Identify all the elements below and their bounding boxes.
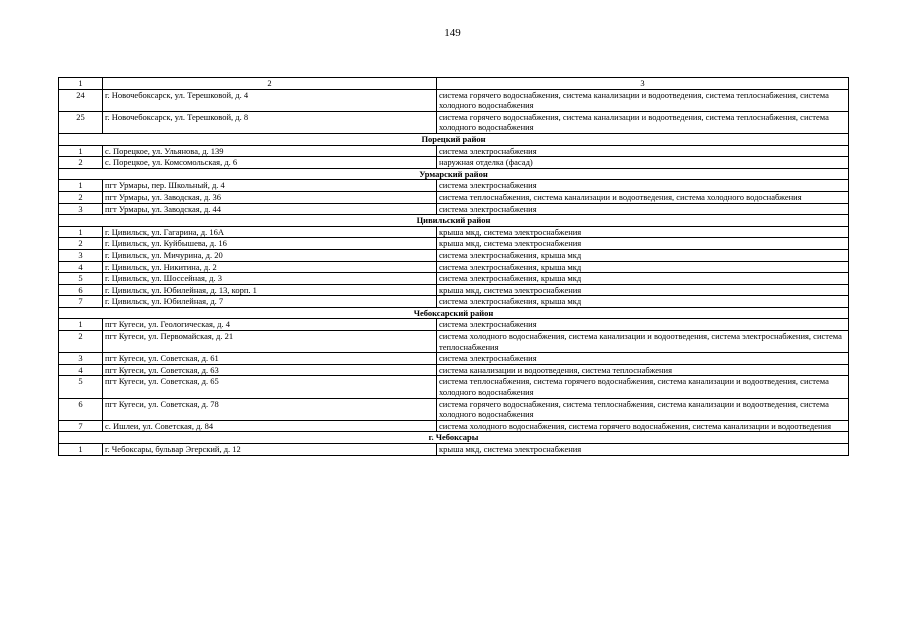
district-heading: г. Чебоксары xyxy=(59,432,849,444)
repair-works: система электроснабжения xyxy=(437,145,849,157)
repair-works: система горячего водоснабжения, система канализации и водоотведения, система теплоснабжения, система холодного водоснабжения xyxy=(437,111,849,133)
repair-works: система теплоснабжения, система канализации и водоотведения, система холодного водоснабжения xyxy=(437,191,849,203)
building-address: пгт Кугеси, ул. Советская, д. 61 xyxy=(103,353,437,365)
row-number: 5 xyxy=(59,376,103,398)
table-row xyxy=(59,89,849,111)
repair-works: система холодного водоснабжения, система горячего водоснабжения, система канализации и водоотведения xyxy=(437,420,849,432)
building-address: пгт Кугеси, ул. Первомайская, д. 21 xyxy=(103,331,437,353)
row-number: 1 xyxy=(59,444,103,456)
row-number: 2 xyxy=(59,238,103,250)
building-address: с. Порецкое, ул. Ульянова, д. 139 xyxy=(103,145,437,157)
repair-works: крыша мкд, система электроснабжения xyxy=(437,238,849,250)
building-address: г. Новочебоксарск, ул. Терешковой, д. 8 xyxy=(103,111,437,133)
row-number: 24 xyxy=(59,89,103,111)
row-number: 7 xyxy=(59,296,103,308)
building-address: с. Ишлеи, ул. Советская, д. 84 xyxy=(103,420,437,432)
row-number: 6 xyxy=(59,398,103,420)
row-number: 3 xyxy=(59,249,103,261)
district-heading-row xyxy=(59,133,849,145)
column-number-row xyxy=(59,78,849,90)
repair-works: система электроснабжения xyxy=(437,203,849,215)
repair-works: крыша мкд, система электроснабжения xyxy=(437,226,849,238)
repair-works: система электроснабжения xyxy=(437,180,849,192)
building-address: пгт Кугеси, ул. Советская, д. 63 xyxy=(103,364,437,376)
building-address: г. Чебоксары, бульвар Эгерский, д. 12 xyxy=(103,444,437,456)
row-number: 5 xyxy=(59,273,103,285)
row-number: 2 xyxy=(59,331,103,353)
repair-works: система электроснабжения xyxy=(437,319,849,331)
table-row xyxy=(59,296,849,308)
table-row xyxy=(59,364,849,376)
building-address: пгт Урмары, пер. Школьный, д. 4 xyxy=(103,180,437,192)
district-heading: Урмарский район xyxy=(59,168,849,180)
building-address: пгт Кугеси, ул. Советская, д. 78 xyxy=(103,398,437,420)
column-number: 1 xyxy=(59,78,103,90)
repair-works: система электроснабжения, крыша мкд xyxy=(437,296,849,308)
row-number: 3 xyxy=(59,353,103,365)
row-number: 25 xyxy=(59,111,103,133)
district-heading-row xyxy=(59,168,849,180)
row-number: 2 xyxy=(59,191,103,203)
table-row xyxy=(59,261,849,273)
building-address: г. Новочебоксарск, ул. Терешковой, д. 4 xyxy=(103,89,437,111)
building-address: г. Цивильск, ул. Мичурина, д. 20 xyxy=(103,249,437,261)
row-number: 3 xyxy=(59,203,103,215)
building-address: г. Цивильск, ул. Гагарина, д. 16А xyxy=(103,226,437,238)
row-number: 1 xyxy=(59,145,103,157)
district-heading-row xyxy=(59,215,849,227)
table-row xyxy=(59,273,849,285)
row-number: 4 xyxy=(59,261,103,273)
row-number: 1 xyxy=(59,180,103,192)
table-row xyxy=(59,353,849,365)
page-number: 149 xyxy=(444,27,461,39)
repair-works: крыша мкд, система электроснабжения xyxy=(437,444,849,456)
repair-works: система электроснабжения, крыша мкд xyxy=(437,273,849,285)
row-number: 2 xyxy=(59,157,103,169)
table-row xyxy=(59,180,849,192)
district-heading: Цивильский район xyxy=(59,215,849,227)
table-row xyxy=(59,376,849,398)
building-address: с. Порецкое, ул. Комсомольская, д. 6 xyxy=(103,157,437,169)
repair-works: система электроснабжения, крыша мкд xyxy=(437,249,849,261)
table-row xyxy=(59,191,849,203)
row-number: 1 xyxy=(59,226,103,238)
table-row xyxy=(59,249,849,261)
row-number: 6 xyxy=(59,284,103,296)
district-heading-row xyxy=(59,307,849,319)
table-row xyxy=(59,331,849,353)
district-heading: Чебоксарский район xyxy=(59,307,849,319)
building-address: г. Цивильск, ул. Никитина, д. 2 xyxy=(103,261,437,273)
table-row xyxy=(59,203,849,215)
repair-works: система канализации и водоотведения, система теплоснабжения xyxy=(437,364,849,376)
building-address: г. Цивильск, ул. Юбилейная, д. 7 xyxy=(103,296,437,308)
row-number: 7 xyxy=(59,420,103,432)
district-heading-row xyxy=(59,432,849,444)
repair-works: система холодного водоснабжения, система канализации и водоотведения, система электроснабжения, система теплоснабжения xyxy=(437,331,849,353)
building-address: пгт Урмары, ул. Заводская, д. 36 xyxy=(103,191,437,203)
table-row xyxy=(59,284,849,296)
table-row xyxy=(59,145,849,157)
table-row xyxy=(59,238,849,250)
repair-works: система горячего водоснабжения, система теплоснабжения, система канализации и водоотведения, система холодного водоснабжения xyxy=(437,398,849,420)
repair-works: крыша мкд, система электроснабжения xyxy=(437,284,849,296)
building-address: г. Цивильск, ул. Шоссейная, д. 3 xyxy=(103,273,437,285)
registry-table xyxy=(58,77,849,456)
column-number: 3 xyxy=(437,78,849,90)
building-address: г. Цивильск, ул. Юбилейная, д. 13, корп. 1 xyxy=(103,284,437,296)
table-row xyxy=(59,111,849,133)
building-address: пгт Кугеси, ул. Советская, д. 65 xyxy=(103,376,437,398)
repair-works: система электроснабжения, крыша мкд xyxy=(437,261,849,273)
repair-works: система электроснабжения xyxy=(437,353,849,365)
building-address: пгт Урмары, ул. Заводская, д. 44 xyxy=(103,203,437,215)
table-row xyxy=(59,398,849,420)
district-heading: Порецкий район xyxy=(59,133,849,145)
table-row xyxy=(59,319,849,331)
repair-works: система горячего водоснабжения, система канализации и водоотведения, система теплоснабжения, система холодного водоснабжения xyxy=(437,89,849,111)
registry-body xyxy=(59,78,849,456)
row-number: 4 xyxy=(59,364,103,376)
table-row xyxy=(59,157,849,169)
repair-works: система теплоснабжения, система горячего водоснабжения, система канализации и водоотведения, система холодного водоснабжения xyxy=(437,376,849,398)
table-row xyxy=(59,226,849,238)
column-number: 2 xyxy=(103,78,437,90)
row-number: 1 xyxy=(59,319,103,331)
table-row xyxy=(59,420,849,432)
building-address: г. Цивильск, ул. Куйбышева, д. 16 xyxy=(103,238,437,250)
table-row xyxy=(59,444,849,456)
building-address: пгт Кугеси, ул. Геологическая, д. 4 xyxy=(103,319,437,331)
repair-works: наружная отделка (фасад) xyxy=(437,157,849,169)
